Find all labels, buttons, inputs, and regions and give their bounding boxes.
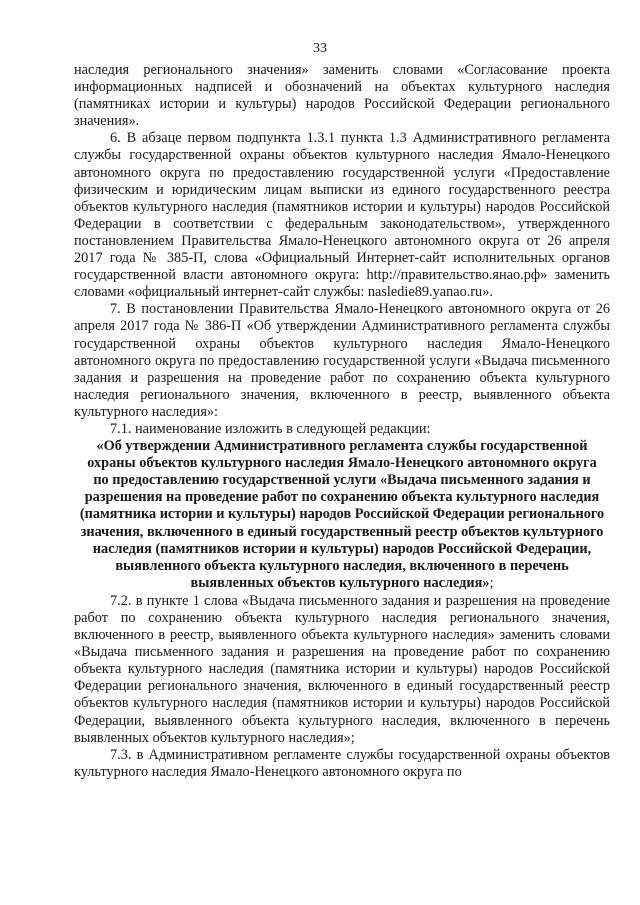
- paragraph-item-7-1: 7.1. наименование изложить в следующей редакции:: [110, 420, 431, 437]
- paragraph-item-7-3: 7.3. в Административном регламенте службы государственной охраны объектов культурного наследия Ямало-Ненецкого автономного округа по: [74, 746, 610, 780]
- new-title-block: [74, 438, 610, 592]
- page-number: 33: [313, 41, 327, 56]
- paragraph-item-7-2: 7.2. в пункте 1 слова «Выдача письменного задания и разрешения на проведение работ по сохранению объекта культурного наследия регионального значения, включенного в реестр, выявленного объекта культурного наследия» заменить словами «Выдача письменного задания и разрешения на проведение работ по сохранению объекта культурного наследия (памятника истории и культуры) народов Российской Федерации регионального значения, включенного в единый государственный реестр объектов культурного наследия (памятников истории и культуры) народов Российской Федерации, выявленного объекта культурного наследия, включенного в перечень выявленных объектов культурного наследия»;: [74, 592, 610, 746]
- paragraph-item-6: 6. В абзаце первом подпункта 1.3.1 пункта 1.3 Административного регламента службы государственной охраны объектов культурного наследия Ямало-Ненецкого автономного округа по предоставлению государственной услуги «Предоставление физическим и юридическим лицам выписки из единого государственного реестра объектов культурного наследия (памятников истории и культуры) народов Российской Федерации в соответствии с федеральным законодательством», утвержденного постановлением Правительства Ямало-Ненецкого автономного округа от 26 апреля 2017 года № 385-П, слова «Официальный Интернет-сайт исполнительных органов государственной власти автономного округа: http://правительство.янао.рф» заменить словами «официальный интернет-сайт службы: nasledie89.yanao.ru».: [74, 130, 610, 301]
- paragraph-continuation: наследия регионального значения» заменить словами «Согласование проекта информационных надписей и обозначений на объектах культурного наследия (памятниках истории и культуры) народов Российской Федерации регионального значения».: [74, 62, 610, 130]
- document-body: [74, 62, 610, 781]
- new-title-suffix: ;: [489, 574, 494, 591]
- paragraph-item-7: 7. В постановлении Правительства Ямало-Ненецкого автономного округа от 26 апреля 2017 года № 386-П «Об утверждении Административного регламента службы государственной охраны объектов культурного наследия Ямало-Ненецкого автономного округа по предоставлению государственной услуги «Выдача письменного задания и разрешения на проведение работ по сохранению объекта культурного наследия регионального значения, включенного в реестр, выявленного объекта культурного наследия»:: [74, 301, 610, 420]
- new-title-text: «Об утверждении Административного регламента службы государственной охраны объектов культурного наследия Ямало-Ненецкого автономного округа по предоставлению государственной услуги «Выдача письменного задания и разрешения на проведение работ по сохранению объекта культурного наследия (памятника истории и культуры) народов Российской Федерации регионального значения, включенного в единый государственный реестр объектов культурного наследия (памятников истории и культуры) народов Российской Федерации, выявленного объекта культурного наследия, включенного в перечень выявленных объектов культурного наследия»: [79, 438, 605, 591]
